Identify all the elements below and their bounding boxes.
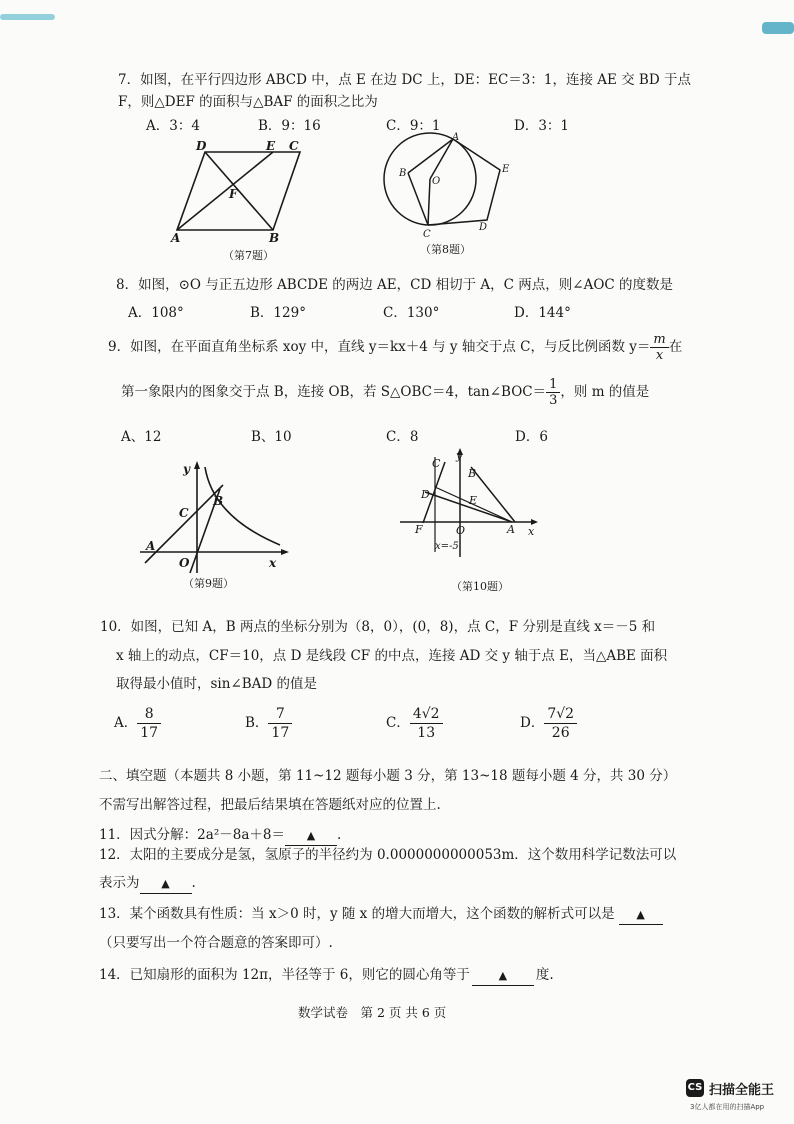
section2-instruction: 不需写出解答过程，把最后结果填在答题纸对应的位置上.	[99, 797, 441, 813]
fig8-label-d: D	[479, 222, 488, 233]
q9-option-c: C．8	[386, 429, 419, 445]
camscanner-logo-icon: CS	[686, 1079, 704, 1097]
fig10-label-d: D	[421, 488, 430, 501]
scan-mark-left	[0, 14, 55, 20]
q11	[99, 826, 341, 846]
q10-line3: 取得最小值时，sin∠BAD 的值是	[116, 676, 318, 692]
q9-option-b: B、10	[251, 429, 292, 445]
figure-9-coordinate-graph	[135, 455, 295, 590]
q9-line2-tail: ，则 m 的值是	[560, 384, 650, 400]
fig9-label-a: A	[146, 539, 156, 553]
watermark-tagline: 3亿人都在用的扫描App	[690, 1103, 765, 1111]
q13-answer-blank[interactable]: ▲	[619, 905, 663, 925]
q7-line1: 7．如图，在平行四边形 ABCD 中，点 E 在边 DC 上，DE：EC＝3：1，连接 AE 交 BD 于点	[118, 72, 691, 88]
q10-option-b-letter: B．	[245, 715, 269, 731]
q7-option-d: D．3：1	[514, 118, 570, 134]
fig8-label-e: E	[502, 164, 510, 175]
q10-line2: x 轴上的动点，CF＝10，点 D 是线段 CF 的中点，连接 AD 交 y 轴于点 E，当△ABE 面积	[116, 648, 668, 664]
q9-line2-text: 第一象限内的图象交于点 B，连接 OB，若 S△OBC＝4，tan∠BOC＝	[121, 384, 547, 400]
q14	[99, 966, 554, 986]
fig7-label-b: B	[269, 231, 280, 245]
figure-8-circle-pentagon	[378, 132, 518, 260]
fig10-caption: （第10题）	[451, 580, 509, 593]
fig7-label-d: D	[196, 139, 207, 153]
fig8-label-b: B	[399, 168, 407, 179]
q8-option-b: B．129°	[250, 305, 306, 321]
fig10-label-x: x	[528, 525, 535, 538]
fig7-label-e: E	[266, 139, 276, 153]
fig10-label-c: C	[432, 457, 441, 470]
fig7-caption: （第7题）	[223, 249, 274, 262]
fig10-label-b: B	[468, 467, 477, 480]
fig8-label-c: C	[423, 229, 431, 240]
q12-answer-blank[interactable]: ▲	[140, 874, 192, 894]
q10-option-c-fraction: $\frac{4√2}{13}$	[410, 705, 443, 742]
q9-option-d: D．6	[515, 429, 548, 445]
fig7-label-f: F	[229, 187, 238, 201]
fig8-label-o: O	[432, 176, 441, 187]
q14-text: 14．已知扇形的面积为 12π，半径等于 6，则它的圆心角等于	[99, 967, 470, 983]
q11-end: .	[336, 827, 342, 843]
figure-10-coordinate-graph	[395, 447, 545, 595]
q7-option-b: B．9：16	[258, 118, 321, 134]
q9-line2	[121, 374, 649, 410]
q10-option-a	[114, 705, 161, 742]
q9-line1-text: 9．如图，在平面直角坐标系 xoy 中，直线 y＝kx＋4 与 y 轴交于点 C，与反比例函数 y＝	[108, 339, 651, 355]
fig7-label-a: A	[171, 231, 181, 245]
q13-line1-text: 13．某个函数具有性质：当 x＞0 时，y 随 x 的增大而增大，这个函数的解析式可以是	[99, 906, 615, 922]
q10-option-c	[386, 705, 443, 742]
q8-option-a: A．108°	[128, 305, 184, 321]
fig8-label-a: A	[452, 132, 460, 143]
q14-answer-blank[interactable]: ▲	[472, 966, 534, 986]
q11-answer-blank[interactable]: ▲	[285, 826, 337, 846]
figure-7-parallelogram	[165, 138, 315, 263]
q12-line1: 12．太阳的主要成分是氢，氢原子的半径约为 0.0000000000053m．这个数用科学记数法可以	[99, 847, 677, 863]
q10-option-d-fraction: $\frac{7√2}{26}$	[544, 705, 577, 742]
q8-option-c: C．130°	[383, 305, 440, 321]
fig9-caption: （第9题）	[183, 577, 234, 590]
fig9-label-y: y	[183, 462, 190, 476]
q10-option-d	[520, 705, 577, 742]
q12-line2-text: 表示为	[99, 875, 140, 891]
q7-option-c: C．9：1	[386, 118, 441, 134]
q14-end: 度.	[535, 967, 554, 983]
fig10-label-o: O	[456, 524, 466, 537]
q10-option-b	[245, 705, 292, 742]
q12-end: .	[191, 875, 196, 891]
q7-option-a: A．3：4	[146, 118, 200, 134]
fig9-label-b: B	[213, 494, 224, 508]
q7-line2: F，则△DEF 的面积与△BAF 的面积之比为	[118, 94, 378, 110]
q9-fraction-m-over-x: $\frac{m}{x}$	[650, 332, 668, 363]
fig10-label-f: F	[415, 523, 423, 536]
q8-text: 8．如图，⊙O 与正五边形 ABCDE 的两边 AE，CD 相切于 A，C 两点，则∠AOC 的度数是	[116, 277, 674, 293]
fig9-label-x: x	[269, 556, 277, 570]
q12-line2	[99, 874, 196, 894]
q9-line1	[108, 329, 682, 365]
fig9-label-o: O	[179, 556, 190, 570]
page-footer: 数学试卷 第 2 页 共 6 页	[298, 1005, 447, 1020]
q9-option-a: A、12	[121, 429, 162, 445]
section2-heading: 二、填空题（本题共 8 小题，第 11~12 题每小题 3 分，第 13~18 题每小题 4 分，共 30 分）	[99, 768, 677, 784]
fig10-label-x-minus-5: x=-5	[435, 541, 459, 552]
fig10-label-y: y	[456, 449, 463, 462]
q10-option-d-letter: D．	[520, 715, 545, 731]
q10-option-a-fraction: $\frac{8}{17}$	[137, 705, 161, 742]
q9-line1-tail: 在	[668, 339, 683, 355]
q13-line2: （只要写出一个符合题意的答案即可）.	[99, 935, 333, 951]
q11-text: 11．因式分解：2a²－8a＋8＝	[99, 827, 285, 843]
q13-line1	[99, 905, 663, 925]
fig9-label-c: C	[179, 506, 189, 520]
fig10-label-e: E	[469, 494, 478, 507]
fig7-label-c: C	[289, 139, 299, 153]
watermark-name: 扫描全能王	[709, 1083, 775, 1098]
q10-option-b-fraction: $\frac{7}{17}$	[268, 705, 292, 742]
q9-fraction-tan: $\frac{1}{3}$	[546, 377, 560, 408]
fig10-label-a: A	[507, 523, 515, 536]
fig8-caption: （第8题）	[420, 243, 471, 256]
scan-mark-right	[762, 22, 794, 34]
q10-line1: 10．如图，已知 A，B 两点的坐标分别为（8，0），(0，8)，点 C，F 分别是直线 x＝－5 和	[100, 619, 656, 635]
q10-option-a-letter: A．	[114, 715, 138, 731]
q8-option-d: D．144°	[514, 305, 571, 321]
q10-option-c-letter: C．	[386, 715, 410, 731]
